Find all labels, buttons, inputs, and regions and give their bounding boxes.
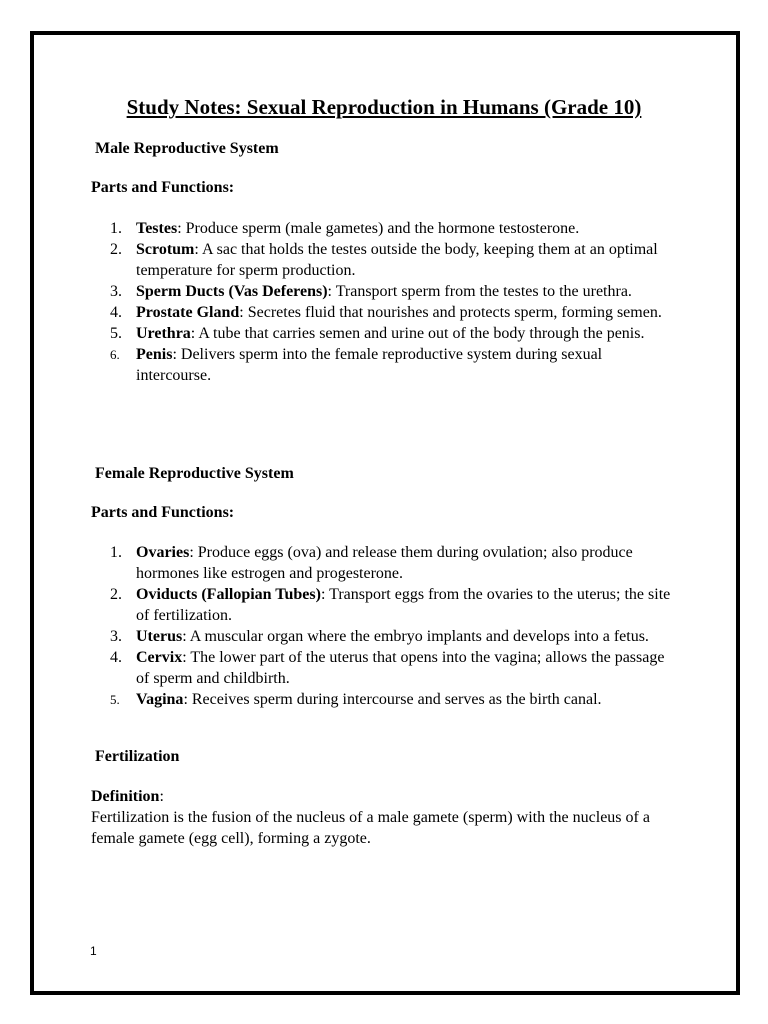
list-item-number: 5.: [110, 325, 122, 342]
list-item-term: Oviducts (Fallopian Tubes): [136, 586, 321, 603]
list-item-description: : A sac that holds the testes outside the body, keeping them at an optimal temperature for sperm production.: [136, 241, 658, 279]
female-parts-subheading: Parts and Functions:: [91, 504, 235, 521]
list-item-number: 4.: [110, 304, 122, 321]
list-item-description: : Transport sperm from the testes to the urethra.: [327, 283, 632, 300]
list-item: [91, 689, 681, 710]
list-item: [91, 647, 681, 689]
list-item: [91, 323, 681, 344]
list-item-description: : Produce eggs (ova) and release them during ovulation; also produce hormones like estrogen and progesterone.: [136, 544, 633, 582]
list-item-term: Ovaries: [136, 544, 190, 561]
definition-text: Fertilization is the fusion of the nucleus of a male gamete (sperm) with the nucleus of a female gamete (egg cell), forming a zygote.: [91, 809, 650, 847]
male-parts-list: [91, 218, 681, 386]
female-section-heading: Female Reproductive System: [95, 465, 294, 482]
list-item-description: : A tube that carries semen and urine out of the body through the penis.: [190, 325, 645, 342]
list-item: [91, 281, 681, 302]
list-item-number: 6.: [110, 347, 120, 362]
list-item: [91, 626, 681, 647]
female-parts-list: [91, 542, 681, 710]
list-item: [91, 239, 681, 281]
male-section-heading: Male Reproductive System: [95, 140, 279, 157]
list-item-description: : Transport eggs from the ovaries to the uterus; the site of fertilization.: [136, 586, 671, 624]
list-item-description: : Secretes fluid that nourishes and protects sperm, forming semen.: [239, 304, 662, 321]
definition-label-line: [91, 786, 691, 807]
list-item-number: 5.: [110, 692, 120, 707]
list-item-term: Uterus: [136, 628, 183, 645]
list-item-description: : A muscular organ where the embryo implants and develops into a fetus.: [182, 628, 649, 645]
male-parts-subheading: Parts and Functions:: [91, 179, 235, 196]
list-item: [91, 542, 681, 584]
list-item: [91, 218, 681, 239]
list-item-number: 3.: [110, 283, 122, 300]
list-item-number: 1.: [110, 220, 122, 237]
list-item: [91, 302, 681, 323]
definition-label: Definition: [91, 788, 160, 805]
list-item-description: : Receives sperm during intercourse and serves as the birth canal.: [183, 691, 602, 708]
page-number: 1: [90, 944, 97, 958]
definition-colon: :: [159, 788, 164, 805]
list-item-term: Scrotum: [136, 241, 195, 258]
list-item-term: Penis: [136, 346, 173, 363]
list-item-term: Prostate Gland: [136, 304, 240, 321]
list-item-number: 1.: [110, 544, 122, 561]
fertilization-heading: Fertilization: [95, 748, 180, 765]
list-item-number: 2.: [110, 586, 122, 603]
list-item: [91, 584, 681, 626]
list-item-number: 2.: [110, 241, 122, 258]
document-title: Study Notes: Sexual Reproduction in Humans (Grade 10): [126, 95, 642, 119]
list-item-term: Vagina: [136, 691, 184, 708]
list-item-term: Sperm Ducts (Vas Deferens): [136, 283, 328, 300]
list-item: [91, 344, 681, 386]
list-item-term: Urethra: [136, 325, 191, 342]
list-item-term: Cervix: [136, 649, 183, 666]
list-item-term: Testes: [136, 220, 178, 237]
list-item-description: : The lower part of the uterus that opens into the vagina; allows the passage of sperm and childbirth.: [136, 649, 665, 687]
fertilization-definition: [91, 786, 691, 849]
list-item-description: : Produce sperm (male gametes) and the hormone testosterone.: [177, 220, 580, 237]
list-item-description: : Delivers sperm into the female reproductive system during sexual intercourse.: [136, 346, 603, 384]
list-item-number: 4.: [110, 649, 122, 666]
list-item-number: 3.: [110, 628, 122, 645]
